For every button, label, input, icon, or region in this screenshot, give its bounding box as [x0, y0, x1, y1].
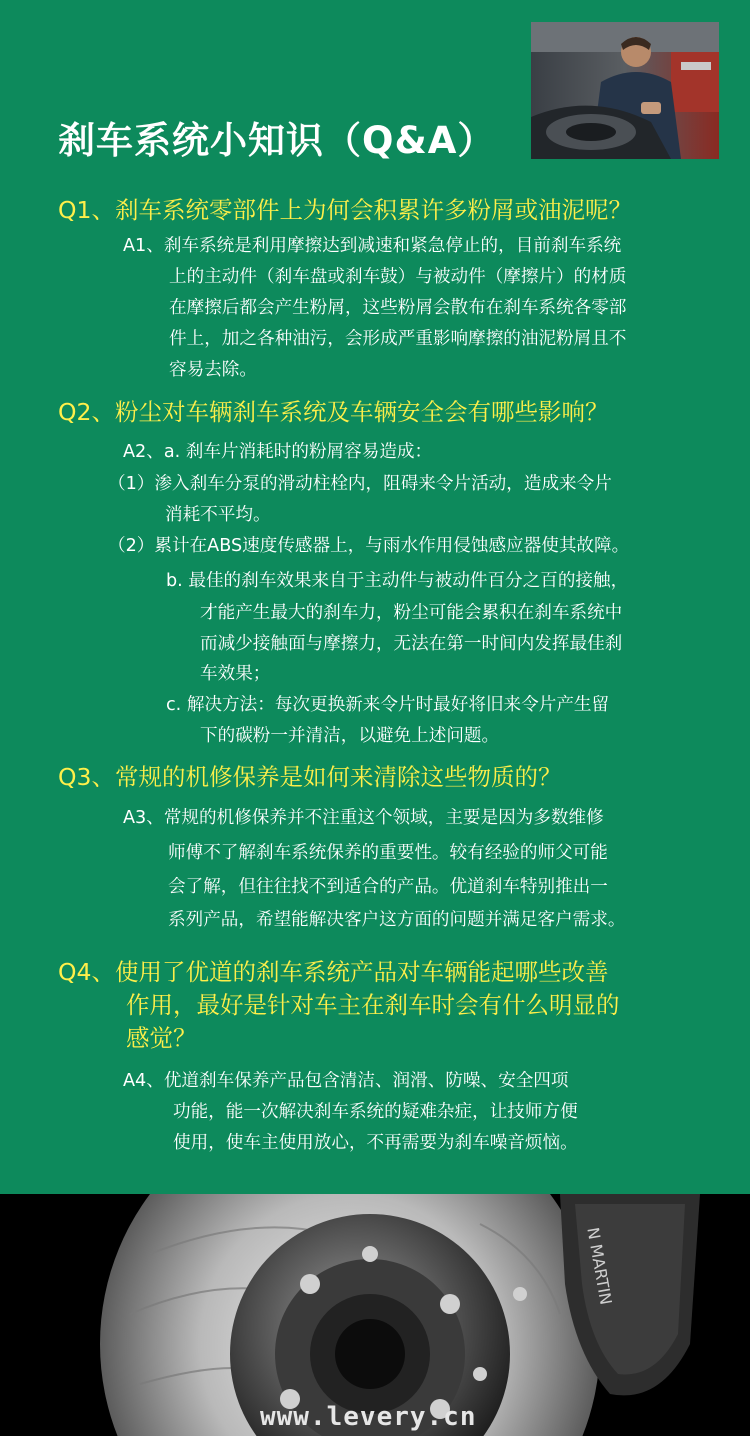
q3-answer-line: A3、常规的机修保养并不注重这个领域，主要是因为多数维修: [123, 808, 604, 828]
caliper-brand-text: N MARTIN: [583, 1225, 616, 1307]
watermark: www.levery.cn: [260, 1402, 477, 1432]
q2-point-1: （1）渗入刹车分泵的滑动柱栓内，阻碍来令片活动，造成来令片: [108, 474, 612, 494]
q2-point-2: （2）累计在ABS速度传感器上，与雨水作用侵蚀感应器使其故障。: [108, 536, 630, 556]
q3-answer-line: 会了解，但往往找不到适合的产品。优道刹车特别推出一: [168, 877, 608, 897]
q1-answer-line: 件上，加之各种油污，会形成严重影响摩擦的油泥粉屑且不: [169, 329, 627, 349]
q4-question: 感觉？: [126, 1024, 197, 1052]
q4-answer-line: A4、优道刹车保养产品包含清洁、润滑、防噪、安全四项: [123, 1071, 569, 1091]
q2-point-c: c. 解决方法：每次更换新来令片时最好将旧来令片产生留: [166, 695, 610, 715]
q2-point-b: 车效果；: [200, 664, 271, 684]
page-title: 刹车系统小知识（Q&A）: [58, 119, 496, 162]
q2-point-b: 而减少接触面与摩擦力，无法在第一时间内发挥最佳刹: [200, 634, 623, 654]
q4-answer-line: 功能，能一次解决刹车系统的疑难杂症，让技师方便: [173, 1102, 578, 1122]
q1-answer-line: 容易去除。: [169, 360, 257, 380]
q2-point-b: 才能产生最大的刹车力，粉尘可能会累积在刹车系统中: [200, 603, 623, 623]
q3-answer-line: 系列产品，希望能解决客户这方面的问题并满足客户需求。: [168, 910, 626, 930]
q1-answer-line: 上的主动件（刹车盘或刹车鼓）与被动件（摩擦片）的材质: [169, 267, 627, 287]
q2-answer-head: A2、a. 刹车片消耗时的粉屑容易造成：: [123, 442, 433, 462]
q1-question: Q1、刹车系统零部件上为何会积累许多粉屑或油泥呢？: [58, 196, 632, 224]
q3-question: Q3、常规的机修保养是如何来清除这些物质的？: [58, 763, 562, 791]
q1-answer-line: A1、刹车系统是利用摩擦达到减速和紧急停止的，目前刹车系统: [123, 236, 622, 256]
q3-answer-line: 师傅不了解刹车系统保养的重要性。较有经验的师父可能: [168, 843, 608, 863]
q4-question: 作用，最好是针对车主在刹车时会有什么明显的: [126, 991, 620, 1019]
mechanic-photo: [531, 22, 719, 159]
q1-answer-line: 在摩擦后都会产生粉屑，这些粉屑会散布在刹车系统各零部: [169, 298, 627, 318]
q4-question: Q4、使用了优道的刹车系统产品对车辆能起哪些改善: [58, 958, 609, 986]
q2-point-1: 消耗不平均。: [165, 505, 271, 525]
brake-disc-photo: [0, 1194, 750, 1436]
q4-answer-line: 使用，使车主使用放心，不再需要为刹车噪音烦恼。: [173, 1133, 578, 1153]
q2-point-c: 下的碳粉一并清洁，以避免上述问题。: [200, 726, 500, 746]
q2-question: Q2、粉尘对车辆刹车系统及车辆安全会有哪些影响？: [58, 398, 609, 426]
q2-point-b: b. 最佳的刹车效果来自于主动件与被动件百分之百的接触，: [166, 571, 629, 591]
